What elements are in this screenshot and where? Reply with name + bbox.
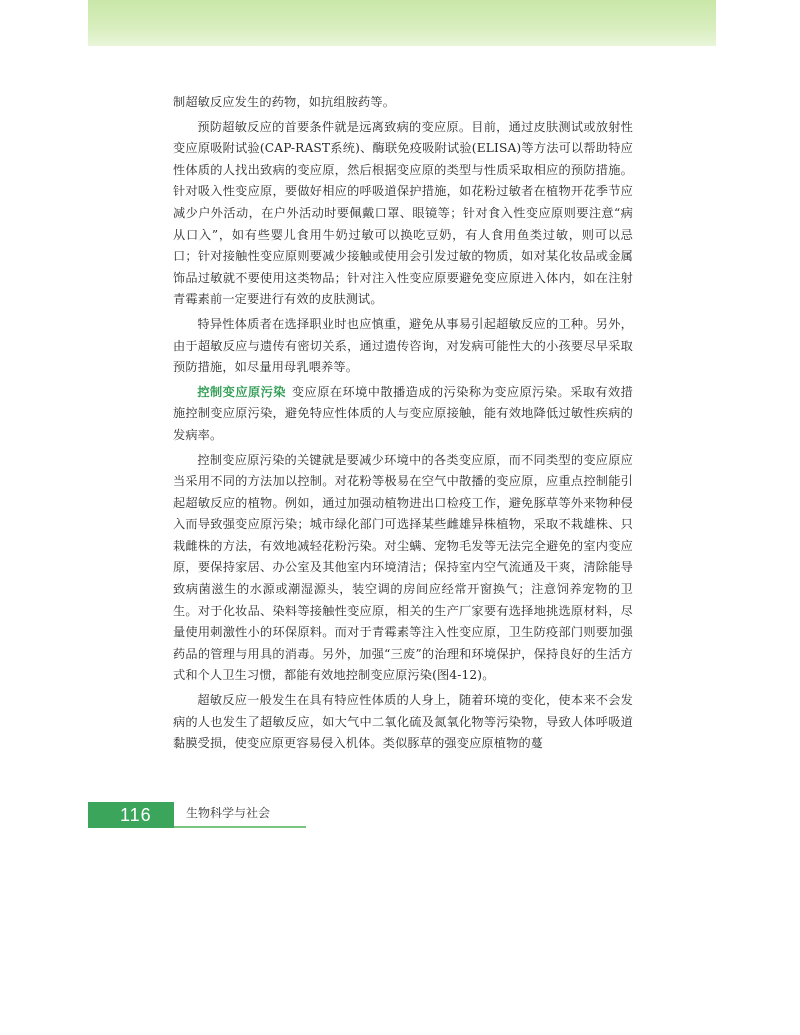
paragraph-control-methods: 控制变应原污染的关键就是要减少环境中的各类变应原，而不同类型的变应原应当采用不同的方法加以控制。对花粉等极易在空气中散播的变应原，应重点控制能引起超敏反应的植物。例如，通过加强动植物进出口检疫工作，避免豚草等外来物种侵入而导致强变应原污染；城市绿化部门可选择某些雌雄异株植物，采取不栽雄株、只栽雌株的方法，有效地减轻花粉污染。对尘螨、宠物毛发等无法完全避免的室内变应原，要保持家居、办公室及其他室内环境清洁；保持室内空气流通及干爽，清除能导致病菌滋生的水源或潮湿源头，装空调的房间应经常开窗换气；注意饲养宠物的卫生。对于化妆品、染料等接触性变应原，相关的生产厂家要有选择地挑选原材料，尽量使用刺激性小的环保原料。而对于青霉素等注入性变应原，卫生防疫部门则要加强药品的管理与用具的消毒。另外，加强“三废”的治理和环境保护，保持良好的生活方式和个人卫生习惯，都能有效地控制变应原污染(图4-12)。 — [173, 452, 633, 683]
section-heading: 控制变应原污染 — [197, 384, 286, 399]
page-body — [173, 92, 633, 758]
paragraph-section-intro — [173, 382, 633, 447]
section-intro-text: 变应原在环境中散播造成的污染称为变应原污染。采取有效措施控制变应原污染，避免特应性体质的人与变应原接触，能有效地降低过敏性疾病的发病率。 — [173, 384, 633, 442]
footer-divider — [174, 826, 306, 828]
page-footer — [88, 800, 648, 830]
paragraph-environment: 超敏反应一般发生在具有特应性体质的人身上，随着环境的变化，使本来不会发病的人也发生了超敏反应，如大气中二氧化硫及氮氧化物等污染物，导致人体呼吸道黏膜受损，使变应原更容易侵入机体。类似豚草的强变应原植物的蔓 — [173, 693, 633, 751]
top-decorative-band — [88, 0, 716, 46]
paragraph-continuation: 制超敏反应发生的药物，如抗组胺药等。 — [173, 95, 396, 109]
book-title: 生物科学与社会 — [186, 806, 271, 820]
paragraph-occupation: 特异性体质者在选择职业时也应慎重，避免从事易引起超敏反应的工种。另外，由于超敏反应与遗传有密切关系，通过遗传咨询，对发病可能性大的小孩要尽早采取预防措施，如尽量用母乳喂养等。 — [173, 316, 633, 375]
page-number: 116 — [120, 805, 152, 825]
paragraph-prevention: 预防超敏反应的首要条件就是远离致病的变应原。目前，通过皮肤测试或放射性变应原吸附试验(CAP-RAST系统)、酶联免疫吸附试验(ELISA)等方法可以帮助特应性体质的人找出致病的变应原，然后根据变应原的类型与性质采取相应的预防措施。针对吸入性变应原，要做好相应的呼吸道保护措施，如花粉过敏者在植物开花季节应减少户外活动，在户外活动时要佩戴口罩、眼镜等；针对食入性变应原则要注意“病从口入”，如有些婴儿食用牛奶过敏可以换吃豆奶，有人食用鱼类过敏，则可以忌口；针对接触性变应原则要减少接触或使用会引发过敏的物质，如对某化妆品或金属饰品过敏就不要使用这类物品；针对注入性变应原要避免变应原进入体内，如在注射青霉素前一定要进行有效的皮肤测试。 — [173, 119, 633, 307]
page-number-box — [88, 802, 174, 828]
